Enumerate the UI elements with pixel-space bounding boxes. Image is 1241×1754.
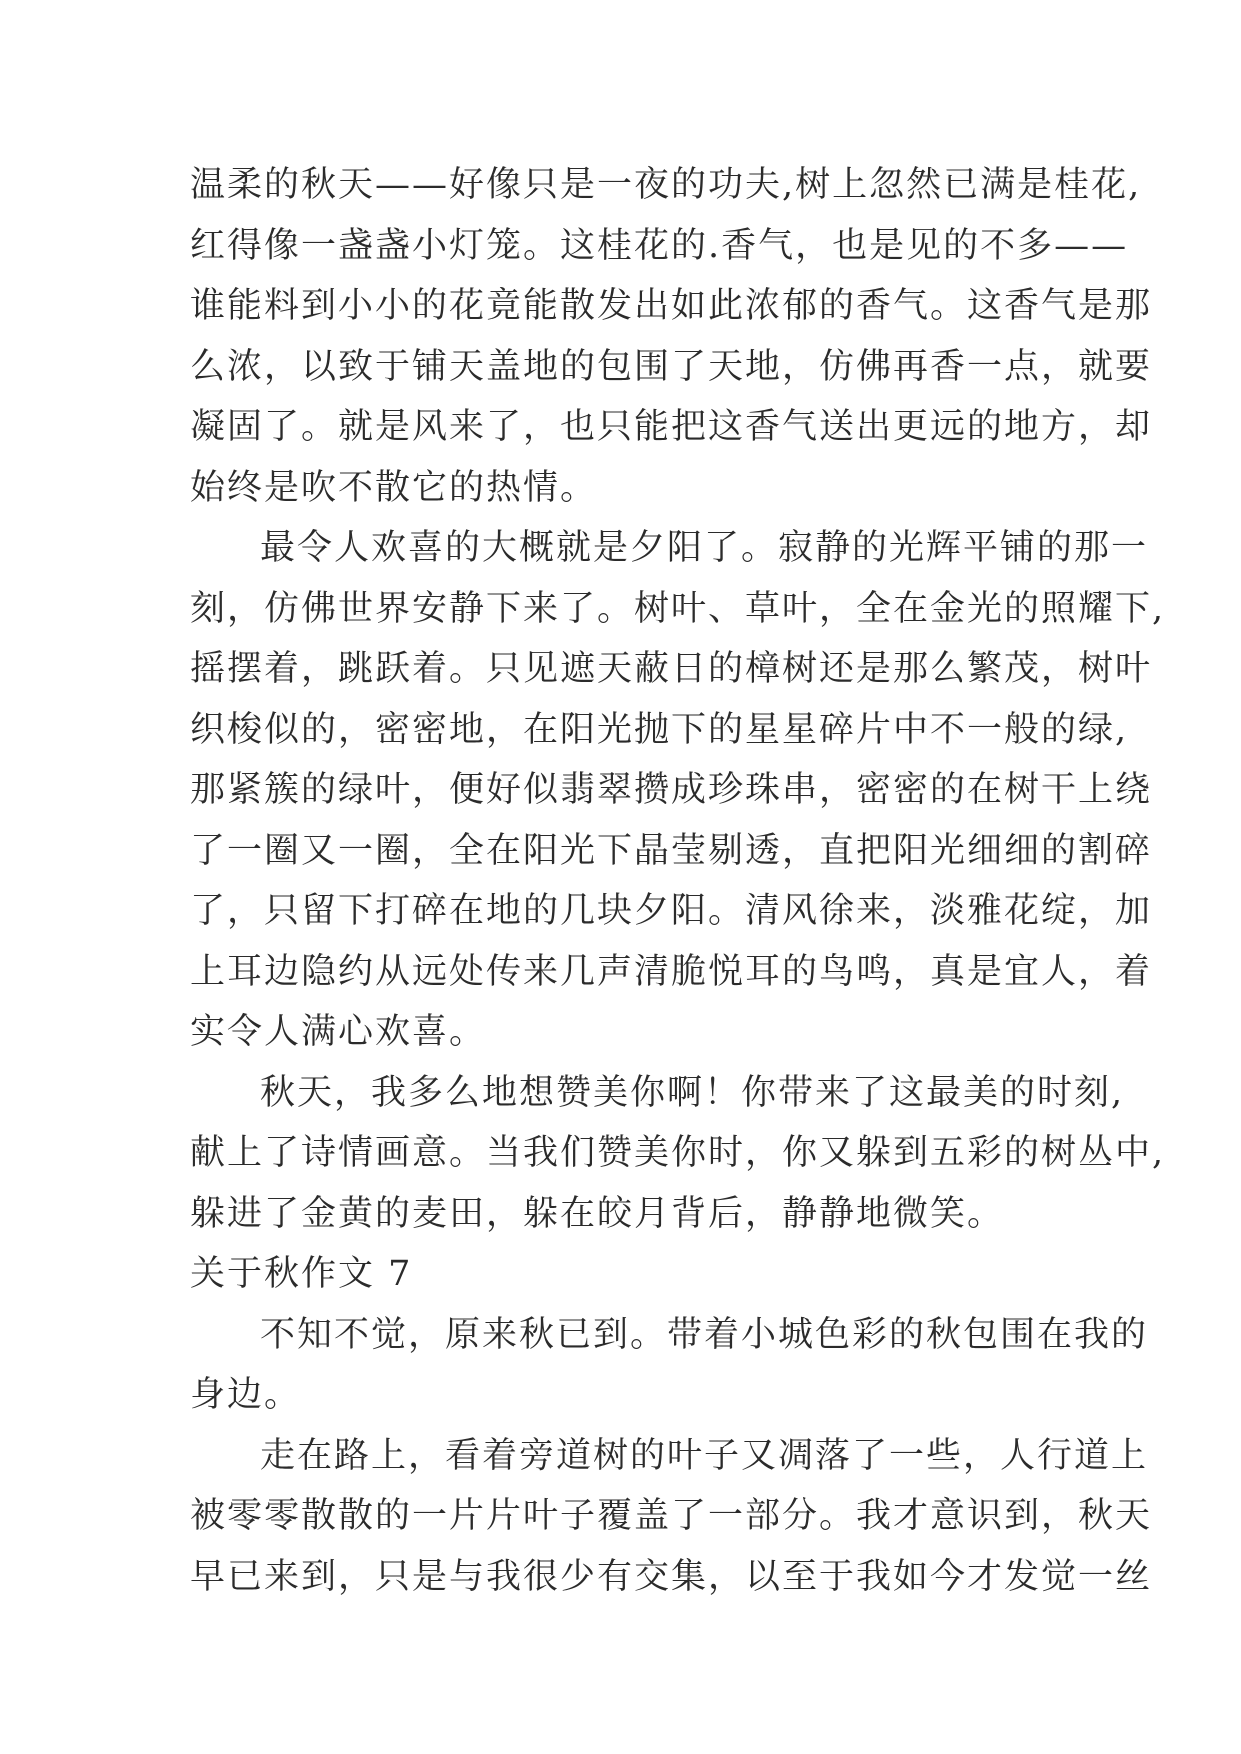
document-body [190, 155, 1166, 1607]
text-line: 凝固了。就是风来了，也只能把这香气送出更远的地方，却 [190, 407, 1153, 447]
text-line: 摇摆着，跳跃着。只见遮天蔽日的樟树还是那么繁茂，树叶 [190, 649, 1153, 689]
text-line: 身边。 [190, 1375, 302, 1415]
text-line: 实令人满心欢喜。 [190, 1012, 487, 1052]
text-line: 献上了诗情画意。当我们赞美你时，你又躲到五彩的树丛中, [190, 1133, 1166, 1173]
text-line: 织梭似的，密密地，在阳光抛下的星星碎片中不一般的绿, [190, 709, 1129, 750]
text-line: 上耳边隐约从远处传来几声清脆悦耳的鸟鸣，真是宜人，着 [190, 951, 1153, 992]
text-line: 走在路上，看着旁道树的叶子又凋落了一些，人行道上 [260, 1435, 1149, 1476]
text-line: 么浓，以致于铺天盖地的包围了天地，仿佛再香一点，就要 [190, 346, 1153, 387]
section-heading: 关于秋作文 7 [190, 1254, 413, 1294]
text-line: 红得像一盏盏小灯笼。这桂花的.香气，也是见的不多—— [190, 225, 1129, 266]
text-line: 刻，仿佛世界安静下来了。树叶、草叶，全在金光的照耀下, [190, 588, 1166, 629]
text-line: 早已来到，只是与我很少有交集，以至于我如今才发觉一丝 [190, 1556, 1153, 1597]
text-line: 秋天，我多么地想赞美你啊！你带来了这最美的时刻, [260, 1072, 1125, 1113]
text-line: 那紧簇的绿叶，便好似翡翠攒成珍珠串，密密的在树干上绕 [190, 770, 1153, 810]
text-line: 不知不觉，原来秋已到。带着小城色彩的秋包围在我的 [260, 1314, 1149, 1355]
text-line: 最令人欢喜的大概就是夕阳了。寂静的光辉平铺的那一 [260, 528, 1149, 568]
text-line: 温柔的秋天——好像只是一夜的功夫,树上忽然已满是桂花, [190, 165, 1142, 205]
text-line: 谁能料到小小的花竟能散发出如此浓郁的香气。这香气是那 [190, 286, 1153, 326]
text-line: 躲进了金黄的麦田，躲在皎月背后，静静地微笑。 [190, 1193, 1005, 1234]
text-line: 始终是吹不散它的热情。 [190, 467, 598, 508]
text-line: 了一圈又一圈，全在阳光下晶莹剔透，直把阳光细细的割碎 [190, 830, 1153, 871]
text-line: 被零零散散的一片片叶子覆盖了一部分。我才意识到，秋天 [190, 1496, 1153, 1536]
text-line: 了，只留下打碎在地的几块夕阳。清风徐来，淡雅花绽，加 [190, 891, 1153, 931]
